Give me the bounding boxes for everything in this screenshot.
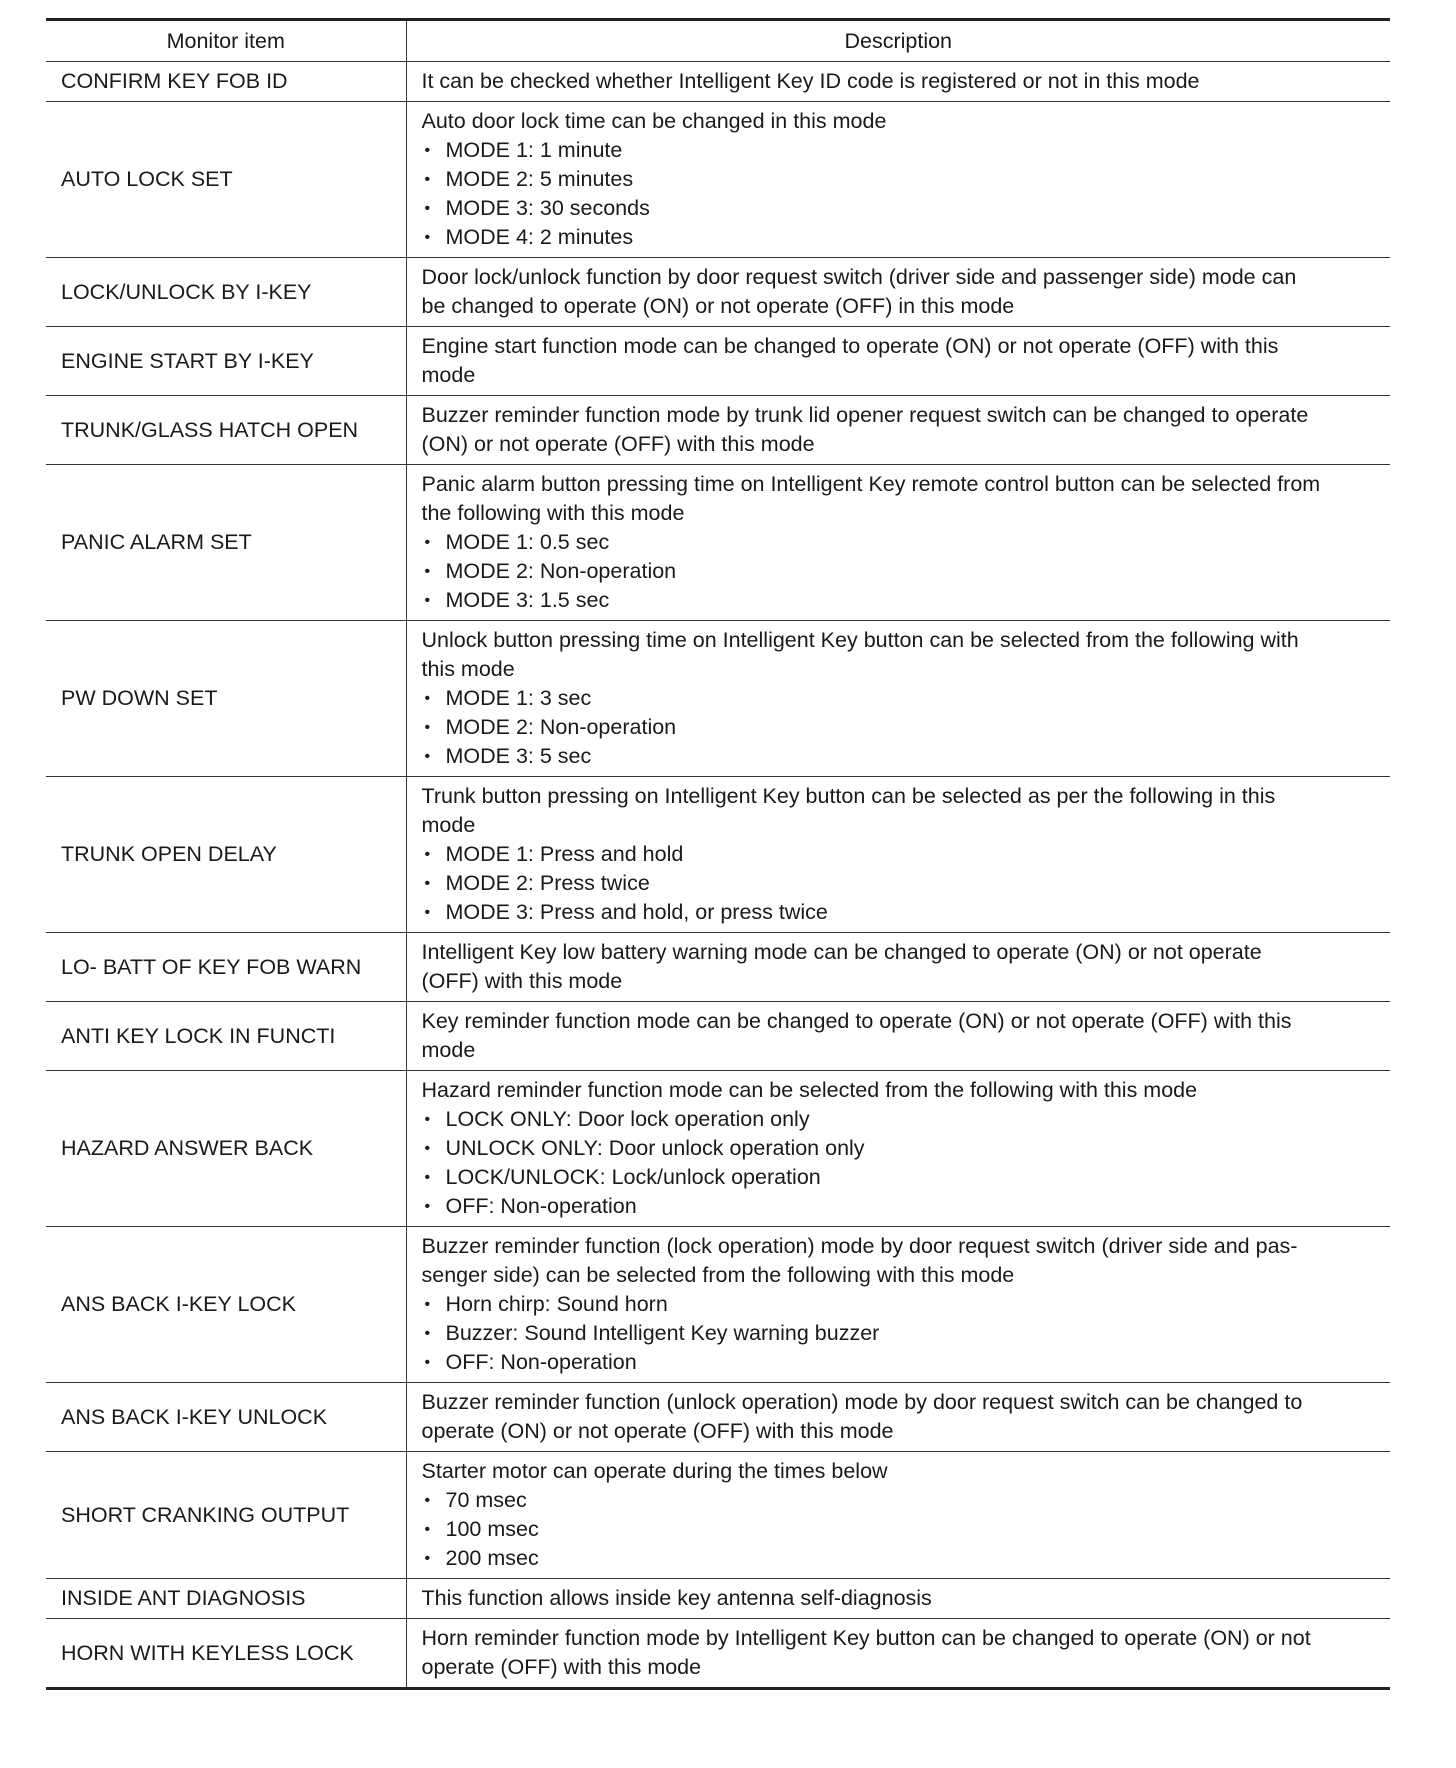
description-cell: [406, 1383, 1390, 1452]
description-text: Buzzer reminder function (unlock operation) mode by door request switch can be changed to: [421, 1390, 1303, 1414]
option-item: • MODE 1: 1 minute: [422, 136, 1379, 165]
option-item: • Horn chirp: Sound horn: [422, 1290, 1379, 1319]
monitor-item-cell: ANS BACK I-KEY UNLOCK: [46, 1383, 406, 1452]
table-row: [46, 1002, 1390, 1071]
description-text: this mode: [421, 657, 515, 681]
monitor-item-cell: TRUNK/GLASS HATCH OPEN: [46, 396, 406, 465]
option-item: • MODE 3: 5 sec: [422, 742, 1379, 771]
option-item: • MODE 1: 3 sec: [422, 684, 1379, 713]
table-row: [46, 62, 1390, 102]
option-list: [422, 136, 1379, 252]
description-text: Door lock/unlock function by door request switch (driver side and passenger side) mode can: [421, 265, 1297, 289]
option-item: • 100 msec: [422, 1515, 1379, 1544]
option-item: • MODE 2: Press twice: [422, 869, 1379, 898]
monitor-item-cell: SHORT CRANKING OUTPUT: [46, 1452, 406, 1579]
monitor-item-cell: INSIDE ANT DIAGNOSIS: [46, 1579, 406, 1619]
description-cell: [406, 621, 1390, 777]
option-item: • MODE 4: 2 minutes: [422, 223, 1379, 252]
header-monitor-item: Monitor item: [46, 20, 406, 62]
description-text: Unlock button pressing time on Intelligent Key button can be selected from the following with: [421, 628, 1299, 652]
description-text: Engine start function mode can be changed to operate (ON) or not operate (OFF) with this: [421, 334, 1279, 358]
monitor-item-cell: HAZARD ANSWER BACK: [46, 1071, 406, 1227]
description-cell: [406, 327, 1390, 396]
option-item: • MODE 1: 0.5 sec: [422, 528, 1379, 557]
description-text: Key reminder function mode can be changed to operate (ON) or not operate (OFF) with this: [421, 1009, 1292, 1033]
monitor-item-cell: ANS BACK I-KEY LOCK: [46, 1227, 406, 1383]
description-text: the following with this mode: [421, 501, 685, 525]
description-cell: [406, 933, 1390, 1002]
monitor-item-table: [46, 18, 1390, 1690]
option-item: • 70 msec: [422, 1486, 1379, 1515]
description-cell: [406, 258, 1390, 327]
description-text: mode: [421, 1038, 476, 1062]
monitor-item-cell: AUTO LOCK SET: [46, 102, 406, 258]
description-text: Trunk button pressing on Intelligent Key button can be selected as per the following in this: [421, 784, 1276, 808]
table-row: [46, 1071, 1390, 1227]
option-list: [422, 1486, 1379, 1573]
description-cell: [406, 102, 1390, 258]
description-cell: [406, 1579, 1390, 1619]
option-item: • MODE 3: 1.5 sec: [422, 586, 1379, 615]
option-list: [422, 1105, 1379, 1221]
monitor-item-cell: ENGINE START BY I-KEY: [46, 327, 406, 396]
description-cell: [406, 777, 1390, 933]
description-text: mode: [421, 813, 476, 837]
description-cell: [406, 396, 1390, 465]
description-text: It can be checked whether Intelligent Key ID code is registered or not in this mode: [421, 69, 1200, 93]
monitor-item-document: [46, 18, 1390, 1690]
table-row: [46, 1383, 1390, 1452]
description-cell: [406, 1452, 1390, 1579]
header-row: [46, 20, 1390, 62]
option-item: • LOCK/UNLOCK: Lock/unlock operation: [422, 1163, 1379, 1192]
monitor-item-cell: LOCK/UNLOCK BY I-KEY: [46, 258, 406, 327]
monitor-item-cell: LO- BATT OF KEY FOB WARN: [46, 933, 406, 1002]
description-text: (ON) or not operate (OFF) with this mode: [421, 432, 815, 456]
option-item: • MODE 2: Non-operation: [422, 713, 1379, 742]
description-text: (OFF) with this mode: [421, 969, 623, 993]
description-text: senger side) can be selected from the following with this mode: [421, 1263, 1015, 1287]
table-row: [46, 258, 1390, 327]
monitor-item-cell: HORN WITH KEYLESS LOCK: [46, 1619, 406, 1689]
description-text: Panic alarm button pressing time on Intelligent Key remote control button can be selected from: [421, 472, 1321, 496]
description-text: Buzzer reminder function (lock operation) mode by door request switch (driver side and pas-: [421, 1234, 1298, 1258]
description-text: Starter motor can operate during the times below: [421, 1459, 888, 1483]
option-list: [422, 684, 1379, 771]
table-row: [46, 1452, 1390, 1579]
option-item: • MODE 1: Press and hold: [422, 840, 1379, 869]
option-item: • MODE 2: 5 minutes: [422, 165, 1379, 194]
option-item: • OFF: Non-operation: [422, 1348, 1379, 1377]
option-list: [422, 1290, 1379, 1377]
table-row: [46, 396, 1390, 465]
table-row: [46, 327, 1390, 396]
option-list: [422, 528, 1379, 615]
description-text: Intelligent Key low battery warning mode can be changed to operate (ON) or not operate: [421, 940, 1262, 964]
table-header: [46, 20, 1390, 62]
description-text: Buzzer reminder function mode by trunk lid opener request switch can be changed to operate: [421, 403, 1309, 427]
description-text: operate (ON) or not operate (OFF) with this mode: [421, 1419, 894, 1443]
description-text: Hazard reminder function mode can be selected from the following with this mode: [421, 1078, 1198, 1102]
table-row: [46, 1227, 1390, 1383]
table-row: [46, 621, 1390, 777]
option-item: • UNLOCK ONLY: Door unlock operation only: [422, 1134, 1379, 1163]
monitor-item-cell: ANTI KEY LOCK IN FUNCTI: [46, 1002, 406, 1071]
option-item: • LOCK ONLY: Door lock operation only: [422, 1105, 1379, 1134]
description-text: Auto door lock time can be changed in this mode: [421, 109, 887, 133]
monitor-item-cell: PANIC ALARM SET: [46, 465, 406, 621]
table-row: [46, 102, 1390, 258]
table-body: [46, 62, 1390, 1689]
description-cell: [406, 62, 1390, 102]
description-cell: [406, 1619, 1390, 1689]
table-row: [46, 933, 1390, 1002]
option-item: • Buzzer: Sound Intelligent Key warning buzzer: [422, 1319, 1379, 1348]
monitor-item-cell: PW DOWN SET: [46, 621, 406, 777]
table-row: [46, 465, 1390, 621]
description-text: Horn reminder function mode by Intelligent Key button can be changed to operate (ON) or not: [421, 1626, 1311, 1650]
table-row: [46, 1619, 1390, 1689]
option-item: • 200 msec: [422, 1544, 1379, 1573]
description-text: mode: [421, 363, 476, 387]
description-cell: [406, 1071, 1390, 1227]
monitor-item-cell: TRUNK OPEN DELAY: [46, 777, 406, 933]
option-list: [422, 840, 1379, 927]
option-item: • OFF: Non-operation: [422, 1192, 1379, 1221]
option-item: • MODE 3: Press and hold, or press twice: [422, 898, 1379, 927]
header-description: Description: [406, 20, 1390, 62]
monitor-item-cell: CONFIRM KEY FOB ID: [46, 62, 406, 102]
description-cell: [406, 1002, 1390, 1071]
option-item: • MODE 3: 30 seconds: [422, 194, 1379, 223]
description-text: This function allows inside key antenna self-diagnosis: [421, 1586, 932, 1610]
option-item: • MODE 2: Non-operation: [422, 557, 1379, 586]
description-cell: [406, 1227, 1390, 1383]
table-row: [46, 777, 1390, 933]
table-row: [46, 1579, 1390, 1619]
description-text: operate (OFF) with this mode: [421, 1655, 702, 1679]
description-cell: [406, 465, 1390, 621]
description-text: be changed to operate (ON) or not operate (OFF) in this mode: [421, 294, 1015, 318]
